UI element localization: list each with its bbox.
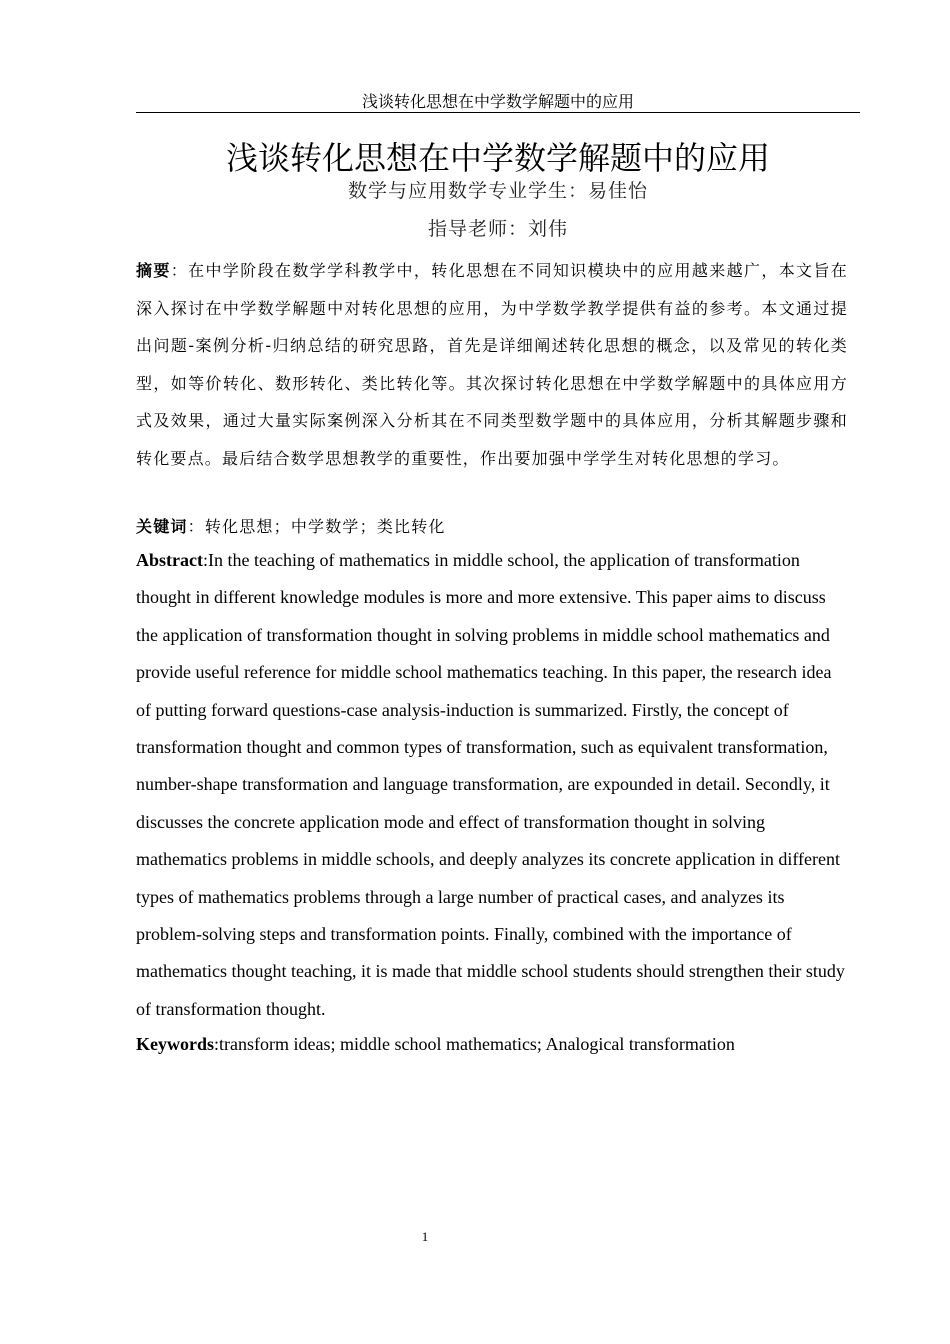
english-keywords-label: Keywords <box>136 1034 214 1054</box>
chinese-abstract <box>136 252 848 477</box>
chinese-abstract-label: 摘要 <box>136 261 171 280</box>
paper-title: 浅谈转化思想在中学数学解题中的应用 <box>225 139 770 177</box>
running-header: 浅谈转化思想在中学数学解题中的应用 <box>136 92 860 113</box>
page-number: 1 <box>421 1229 429 1244</box>
english-abstract-separator: : <box>202 550 208 570</box>
english-abstract-text: In the teaching of mathematics in middle school, the application of transformation thought in different knowledge modules is more and more extensive. This paper aims to discuss the application of transformation thought in solving problems in middle school mathematics and provide useful reference for middle school mathematics teaching. In this paper, the research idea of putting forward questions-case analysis-induction is summarized. Firstly, the concept of transformation thought and common types of transformation, such as equivalent transformation, number-shape transformation and language transformation, are expounded in detail. Secondly, it discusses the concrete application mode and effect of transformation thought in solving mathematics problems in middle schools, and deeply analyzes its concrete application in different types of mathematics problems through a large number of practical cases, and analyzes its problem-solving steps and transformation points. Finally, combined with the importance of mathematics thought teaching, it is made that middle school students should strengthen their study of transformation thought. <box>136 550 845 1019</box>
english-keywords-text: transform ideas; middle school mathematics; Analogical transformation <box>219 1034 735 1054</box>
chinese-keywords-label: 关键词 <box>136 517 188 536</box>
english-abstract <box>136 542 848 1028</box>
advisor-line: 指导老师：刘伟 <box>427 218 568 240</box>
chinese-abstract-separator: ： <box>170 261 189 280</box>
author-line: 数学与应用数学专业学生：易佳怡 <box>347 180 648 202</box>
chinese-keywords-text: 转化思想；中学数学；类比转化 <box>204 517 446 536</box>
chinese-keywords <box>136 508 848 545</box>
chinese-keywords-separator: ： <box>187 517 205 536</box>
english-abstract-label: Abstract <box>136 550 203 570</box>
english-keywords-separator: : <box>214 1034 220 1054</box>
english-keywords <box>136 1026 848 1063</box>
chinese-abstract-text: 在中学阶段在数学学科教学中，转化思想在不同知识模块中的应用越来越广，本文旨在深入探讨在中学数学解题中对转化思想的应用，为中学数学教学提供有益的参考。本文通过提出问题-案例分析-归纳总结的研究思路，首先是详细阐述转化思想的概念，以及常见的转化类型，如等价转化、数形转化、类比转化等。其次探讨转化思想在中学数学解题中的具体应用方式及效果，通过大量实际案例深入分析其在不同类型数学题中的具体应用，分析其解题步骤和转化要点。最后结合数学思想教学的重要性，作出要加强中学学生对转化思想的学习。 <box>136 261 848 468</box>
